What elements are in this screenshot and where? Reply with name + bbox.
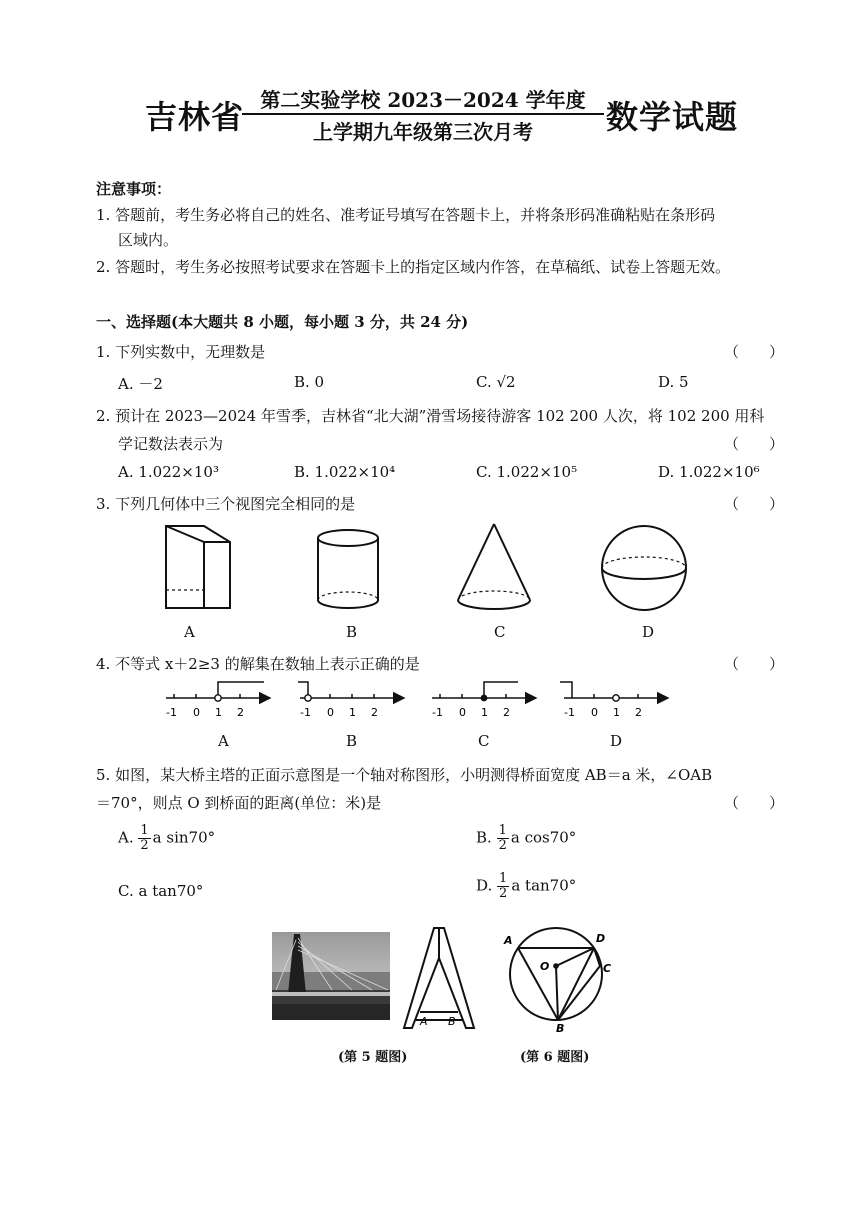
- cone-shape: [458, 524, 530, 609]
- q2-answer-paren: （ ）: [724, 435, 785, 453]
- tower-label-a: A: [420, 1015, 428, 1028]
- q5-option-a-prefix: A.: [118, 828, 134, 847]
- sphere-shape: [602, 526, 686, 610]
- svg-text:-1: -1: [432, 706, 443, 719]
- q4-number-lines: [160, 676, 680, 722]
- svg-text:1: 1: [481, 706, 488, 719]
- circle-diagram: [500, 926, 616, 1034]
- numberline-c: [432, 682, 536, 719]
- bridge-photo: [272, 932, 390, 1020]
- q5-option-b-expr: a cos70°: [510, 828, 577, 847]
- q1-option-b: B. 0: [294, 373, 325, 391]
- svg-text:2: 2: [371, 706, 378, 719]
- q5-stem-line-2: ＝70°，则点 O 到桥面的距离(单位：米)是: [96, 794, 382, 812]
- figure-6-caption: (第 6 题图): [520, 1050, 590, 1065]
- q3-stem: 3. 下列几何体中三个视图完全相同的是: [96, 495, 356, 513]
- q5-option-a: [118, 824, 215, 853]
- fraction-denominator: 2: [140, 838, 149, 853]
- q3-label-b: B: [346, 623, 358, 641]
- q4-label-d: D: [610, 732, 623, 750]
- tower-label-b: B: [448, 1015, 456, 1028]
- q2-stem-line-2: 学记数法表示为: [118, 435, 224, 453]
- q3-label-d: D: [642, 623, 655, 641]
- fraction-numerator: 1: [140, 823, 149, 838]
- header-right-title: 数学试题: [606, 98, 739, 136]
- q5-option-b-prefix: B.: [476, 828, 492, 847]
- q5-option-d-prefix: D.: [476, 876, 493, 895]
- q1-option-a: A. －2: [118, 375, 163, 393]
- notes-item-1-line-1: 1. 答题前，考生务必将自己的姓名、准考证号填写在答题卡上，并将条形码准确粘贴在条形码: [96, 206, 716, 224]
- notes-item-2: 2. 答题时，考生务必按照考试要求在答题卡上的指定区域内作答，在草稿纸、试卷上答题无效。: [96, 258, 731, 276]
- svg-text:-1: -1: [564, 706, 575, 719]
- cylinder-shape: [318, 530, 378, 608]
- q1-answer-paren: （ ）: [724, 343, 785, 361]
- q2-option-a: A. 1.022×10³: [118, 463, 219, 481]
- q5-option-c: C. a tan70°: [118, 882, 204, 900]
- svg-text:2: 2: [503, 706, 510, 719]
- q4-label-c: C: [478, 732, 490, 750]
- fraction-numerator: 1: [498, 823, 507, 838]
- q3-label-c: C: [494, 623, 506, 641]
- q1-option-c: C. √2: [476, 373, 516, 391]
- header-bottom-line: 上学期九年级第三次月考: [313, 120, 533, 144]
- q2-stem-line-1: 2. 预计在 2023—2024 年雪季，吉林省“北大湖”滑雪场接待游客 102 200 人次，将 102 200 用科: [96, 407, 765, 425]
- q2-option-d: D. 1.022×10⁶: [658, 463, 760, 481]
- section-1-heading: 一、选择题(本大题共 8 小题，每小题 3 分，共 24 分): [96, 313, 469, 331]
- header-divider: [242, 113, 604, 115]
- fraction-half: [497, 824, 509, 853]
- cylinder-hidden-arc: [318, 592, 378, 600]
- q1-option-d: D. 5: [658, 373, 689, 391]
- q2-option-c: C. 1.022×10⁵: [476, 463, 578, 481]
- header-left-title: 吉林省: [145, 98, 245, 136]
- circle-label-d: D: [596, 932, 606, 945]
- q3-answer-paren: （ ）: [724, 495, 785, 513]
- svg-text:0: 0: [591, 706, 598, 719]
- svg-text:-1: -1: [300, 706, 311, 719]
- q4-label-b: B: [346, 732, 358, 750]
- tower-diagram: [398, 924, 478, 1034]
- q5-answer-paren: （ ）: [724, 794, 785, 812]
- fraction-half: [497, 872, 509, 901]
- svg-text:1: 1: [215, 706, 222, 719]
- q5-option-b: [476, 824, 576, 853]
- svg-text:0: 0: [327, 706, 334, 719]
- q3-solids-figure: [150, 518, 710, 648]
- fraction-denominator: 2: [499, 886, 508, 901]
- svg-text:1: 1: [613, 706, 620, 719]
- q2-option-b: B. 1.022×10⁴: [294, 463, 396, 481]
- circle-label-a: A: [504, 934, 513, 947]
- q5-option-d: [476, 872, 576, 901]
- q4-label-a: A: [218, 732, 229, 750]
- fraction-denominator: 2: [498, 838, 507, 853]
- q4-answer-paren: （ ）: [724, 655, 785, 673]
- prism-shape: [166, 526, 230, 608]
- header-top-line: 第二实验学校 2023－2024 学年度: [260, 88, 586, 112]
- fraction-half: [138, 824, 150, 853]
- q4-stem: 4. 不等式 x＋2≥3 的解集在数轴上表示正确的是: [96, 655, 420, 673]
- circle-label-o: O: [540, 960, 550, 973]
- numberline-b: [298, 682, 404, 719]
- q5-option-a-expr: a sin70°: [152, 828, 216, 847]
- sphere-hidden-arc: [602, 557, 686, 568]
- svg-text:0: 0: [459, 706, 466, 719]
- q3-label-a: A: [184, 623, 195, 641]
- svg-text:2: 2: [635, 706, 642, 719]
- notes-heading: 注意事项：: [96, 180, 172, 198]
- svg-text:0: 0: [193, 706, 200, 719]
- fraction-numerator: 1: [499, 871, 508, 886]
- numberline-d: [560, 682, 668, 719]
- svg-text:1: 1: [349, 706, 356, 719]
- q5-stem-line-1: 5. 如图，某大桥主塔的正面示意图是一个轴对称图形，小明测得桥面宽度 AB＝a 米，∠OAB: [96, 766, 713, 784]
- q1-stem: 1. 下列实数中，无理数是: [96, 343, 266, 361]
- svg-text:2: 2: [237, 706, 244, 719]
- svg-text:-1: -1: [166, 706, 177, 719]
- notes-item-1-line-2: 区域内。: [118, 231, 179, 249]
- circle-label-c: C: [603, 962, 612, 975]
- cone-hidden-arc: [458, 591, 530, 600]
- numberline-a: [166, 682, 270, 719]
- circle-label-b: B: [556, 1022, 565, 1034]
- q5-option-d-expr: a tan70°: [511, 876, 577, 895]
- figure-5-caption: (第 5 题图): [338, 1050, 408, 1065]
